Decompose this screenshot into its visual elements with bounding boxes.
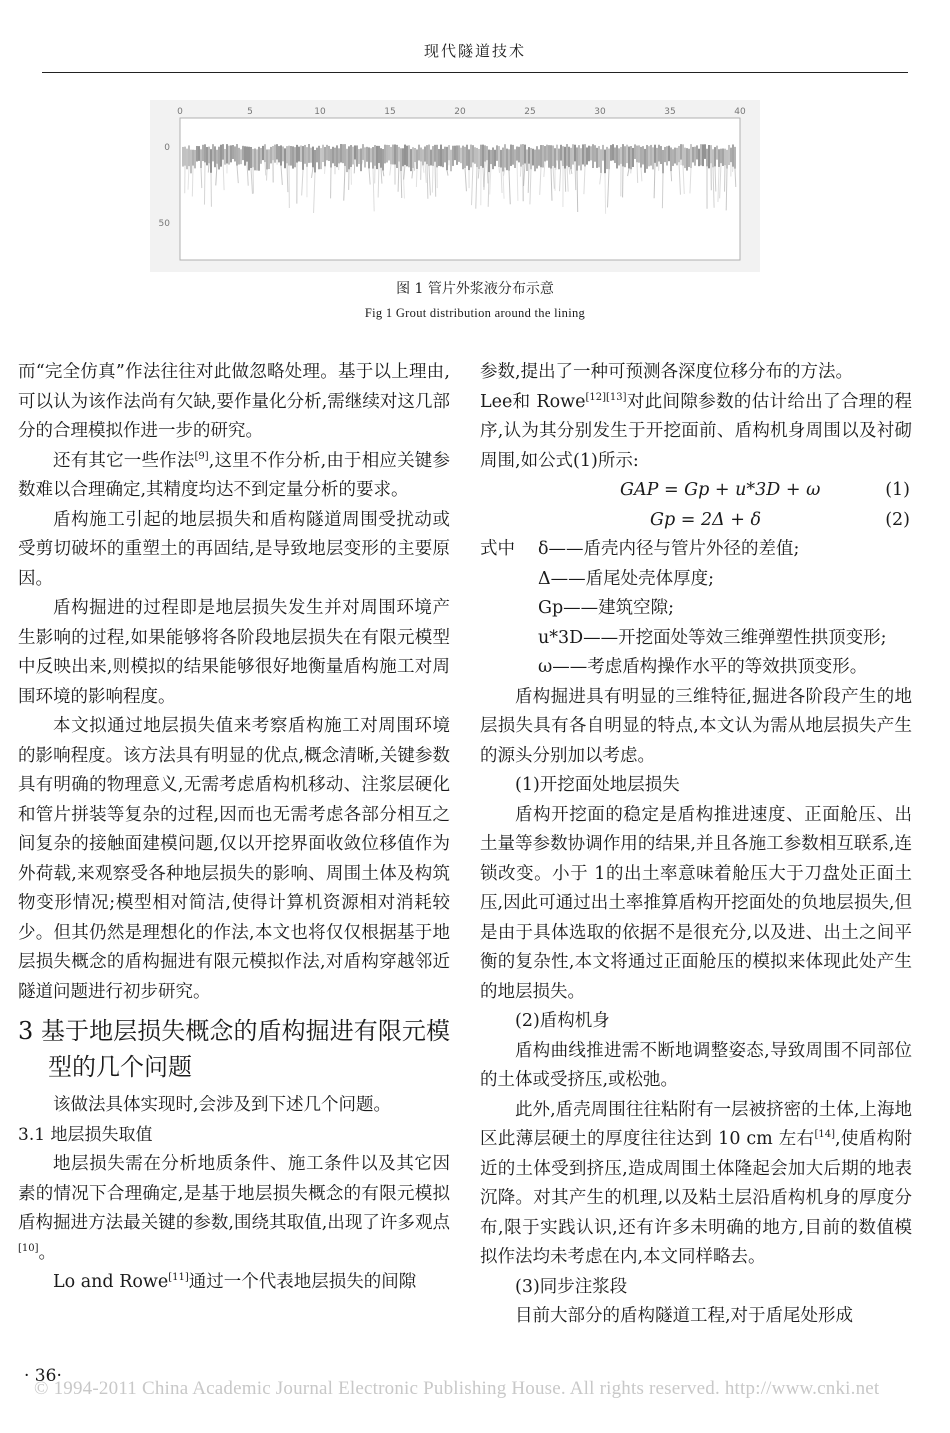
- subsection-heading: (1)开挖面处地层损失: [515, 775, 680, 795]
- definition-item: 式中 δ——盾壳内径与管片外径的差值;: [480, 535, 912, 565]
- grout-streak: [637, 162, 638, 183]
- paragraph: 还有其它一些作法[9],这里不作分析,由于相应关键参数难以合理确定,其精度均达不到定量分析的要求。: [18, 450, 451, 500]
- paragraph: 目前大部分的盾构隧道工程,对于盾尾处形成: [515, 1306, 854, 1326]
- figure-caption-cn: 图 1 管片外浆液分布示意: [396, 281, 554, 297]
- x-tick-label: 25: [524, 107, 536, 117]
- grout-streak: [208, 163, 209, 172]
- x-tick-label: 30: [594, 107, 606, 117]
- x-tick-label: 20: [454, 107, 466, 117]
- grout-streak: [565, 169, 566, 192]
- paragraph: 盾构施工引起的地层损失和盾构隧道周围受扰动或受剪切破坏的重塑土的再固结,是导致地层变形的主要原因。: [18, 509, 450, 589]
- x-tick-label: 40: [734, 107, 746, 117]
- citation: [9]: [194, 450, 209, 462]
- y-tick-label: 0: [164, 143, 170, 153]
- grout-streak: [520, 167, 521, 177]
- citation: [12][13]: [585, 391, 627, 403]
- subsection-heading: 3.1 地层损失取值: [18, 1124, 153, 1145]
- paragraph: 盾构开挖面的稳定是盾构推进速度、正面舱压、出土量等参数协调作用的结果,并且各施工参数相互联系,连锁改变。小于 1的出土率意味着舱压大于刀盘处正面土压,因此可通过出土率推算盾构开挖面处的负地层损失,但是由于具体选取的依据不是很充分,以及进、出土之间平衡的复杂性,本文将通过正面舱压的模拟来体现此处产生的地层损失。: [480, 804, 912, 1002]
- figure-caption-en: Fig 1 Grout distribution around the lining: [364, 306, 586, 320]
- grout-streak: [671, 171, 672, 181]
- paragraph: 此外,盾壳周围往往粘附有一层被挤密的土体,上海地区此薄层硬土的厚度往往达到 10 cm 左右[14],使盾构附近的土体受到挤压,造成周围土体隆起会加大后期的地表沉降。对其产生的机理,以及粘土层沿盾构机身的厚度分布,限于实践认识,还有许多未明确的地方,目前的数值模拟作法均未考虑在内,本文同样略去。: [480, 1099, 912, 1267]
- grout-streak: [662, 173, 663, 208]
- x-tick-labels: [177, 107, 746, 117]
- definition-label: 式中: [480, 539, 515, 559]
- paragraph: 本文拟通过地层损失值来考察盾构施工对周围环境的影响程度。该方法具有明显的优点,概念清晰,关键参数具有明确的物理意义,无需考虑盾构机移动、注浆层硬化和管片拼装等复杂的过程,因而也无需考虑各部分相互之间复杂的接触面建模问题,仅以开挖界面收敛位移值作为外荷载,来观察受各种地层损失的影响、周围土体及构筑物变形情况;模型相对简洁,使得计算机资源相对消耗较少。但其仍然是理想化的作法,本文也将仅仅根据基于地层损失概念的盾构掘进有限元模拟作法,对盾构穿越邻近隧道问题进行初步研究。: [18, 716, 450, 1002]
- paragraph: 而“完全仿真”作法往往对此做忽略处理。基于以上理由,可以认为该作法尚有欠缺,要作量化分析,需继续对这几部分的合理模拟作进一步的研究。: [18, 362, 450, 441]
- left-column: [18, 358, 450, 1298]
- formula-expression: Gp = 2Δ + δ: [650, 509, 762, 530]
- x-tick-label: 10: [314, 107, 326, 117]
- grout-streak: [414, 162, 415, 171]
- x-tick-label: 5: [247, 107, 253, 117]
- y-tick-label: 50: [158, 219, 170, 229]
- subsection-heading: (3)同步注浆段: [515, 1276, 628, 1297]
- paragraph: 参数,提出了一种可预测各深度位移分布的方法。: [480, 362, 854, 382]
- formula-number: (1): [885, 480, 910, 500]
- formula-1: [480, 476, 912, 506]
- journal-title: 现代隧道技术: [423, 42, 526, 60]
- citation: [10]: [18, 1242, 39, 1254]
- formula-number: (2): [885, 509, 910, 530]
- right-column: [480, 358, 912, 1332]
- grout-streak: [432, 166, 433, 193]
- grout-streak: [416, 169, 417, 187]
- grout-streak: [192, 166, 193, 197]
- paragraph: 该做法具体实现时,会涉及到下述几个问题。: [53, 1095, 392, 1115]
- x-tick-label: 0: [177, 107, 183, 117]
- y-tick-labels: [159, 143, 171, 229]
- formula-2: [480, 506, 912, 536]
- paragraph: Lo and Rowe[11]通过一个代表地层损失的间隙: [53, 1272, 417, 1292]
- paragraph: 地层损失需在分析地质条件、施工条件以及其它因素的情况下合理确定,是基于地层损失概念的有限元模拟盾构掘进方法最关键的参数,围绕其取值,出现了许多观点[10]。: [18, 1154, 450, 1263]
- grout-streak: [499, 167, 500, 173]
- grout-distribution-figure: [150, 100, 760, 272]
- paragraph: 盾构掘进具有明显的三维特征,掘进各阶段产生的地层损失具有各自明显的特点,本文认为需从地层损失产生的源头分别加以考虑。: [480, 686, 912, 766]
- citation: [11]: [168, 1272, 189, 1284]
- paragraph: Lee和 Rowe[12][13]对此间隙参数的估计给出了合理的程序,认为其分别发生于开挖面前、盾构机身周围以及衬砌周围,如公式(1)所示:: [480, 391, 912, 471]
- definition-item: Gp——建筑空隙;: [538, 598, 675, 618]
- paragraph: 盾构掘进的过程即是地层损失发生并对周围环境产生影响的过程,如果能够将各阶段地层损失在有限元模型中反映出来,则模拟的结果能够很好地衡量盾构施工对周围环境的影响程度。: [18, 598, 450, 707]
- section-heading: 3 基于地层损失概念的盾构掘进有限元模型的几个问题: [18, 1017, 450, 1081]
- grout-streak: [605, 173, 606, 214]
- grout-streak: [577, 171, 578, 212]
- header-rule: [42, 72, 908, 73]
- copyright-watermark: © 1994-2011 China Academic Journal Electronic Publishing House. All rights reserved. http://www.cnki.net: [34, 1378, 880, 1399]
- citation: [14]: [814, 1129, 835, 1141]
- page-number: · 36·: [24, 1366, 62, 1386]
- paragraph: 盾构曲线推进需不断地调整姿态,导致周围不同部位的土体或受挤压,或松弛。: [480, 1040, 912, 1090]
- grout-streak: [204, 162, 205, 204]
- formula-expression: GAP = Gp + u*3D + ω: [620, 480, 821, 500]
- definition-item: Δ——盾尾处壳体厚度;: [538, 568, 715, 589]
- grout-streak: [435, 162, 436, 197]
- figure-plot: [150, 100, 760, 272]
- definition-item: u*3D——开挖面处等效三维弹塑性拱顶变形;: [538, 627, 887, 648]
- x-tick-label: 15: [384, 107, 396, 117]
- definition-item: ω——考虑盾构操作水平的等效拱顶变形。: [538, 657, 868, 677]
- subsection-heading: (2)盾构机身: [515, 1011, 610, 1031]
- x-tick-label: 35: [664, 107, 676, 117]
- plot-frame: [180, 118, 740, 260]
